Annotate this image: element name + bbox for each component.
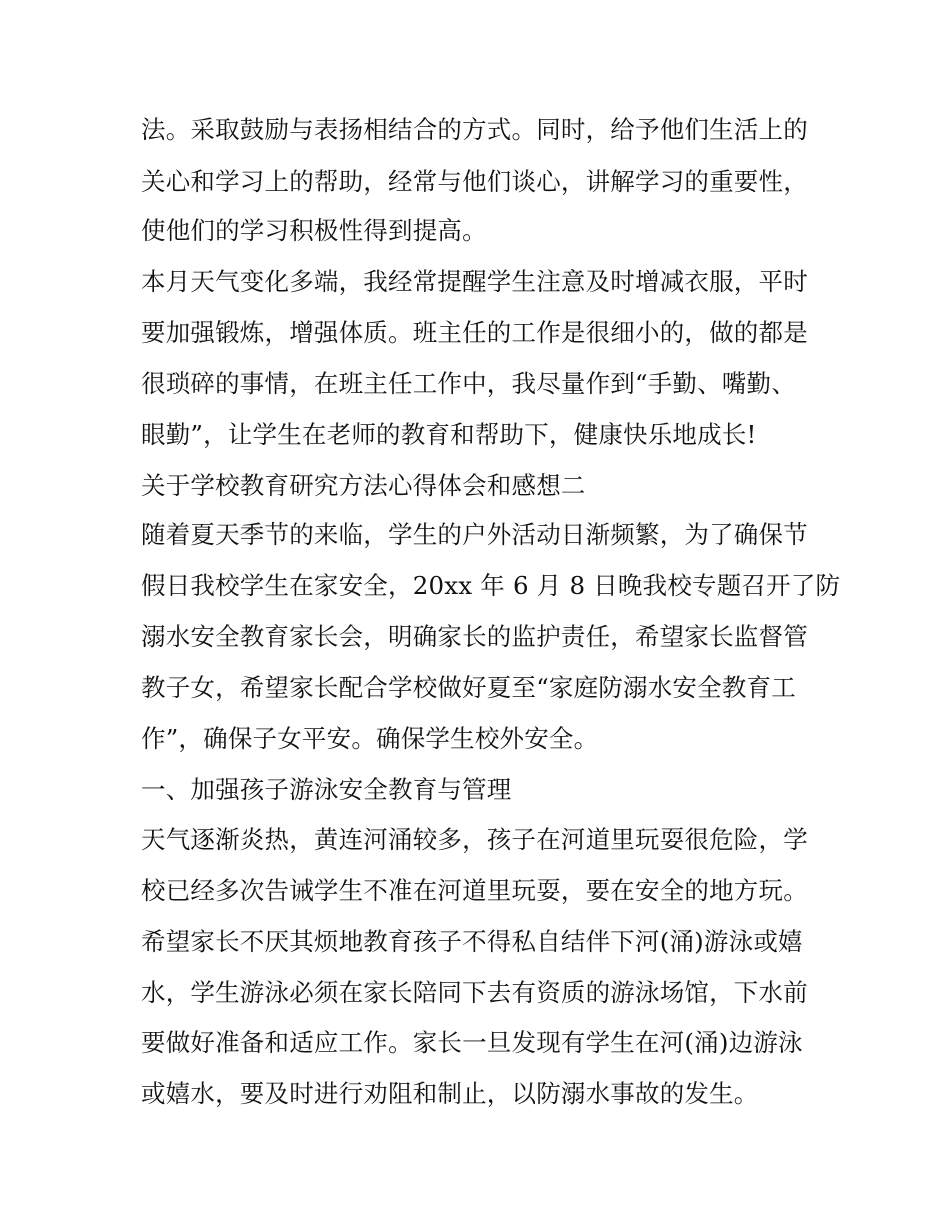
text-line: 法。采取鼓励与表扬相结合的方式。同时，给予他们生活上的 — [141, 115, 808, 144]
text-line: 作”，确保子女平安。确保学生校外安全。 — [141, 724, 599, 753]
text-line: 使他们的学习积极性得到提高。 — [141, 216, 487, 245]
text-line: 天气逐渐炎热，黄连河涌较多，孩子在河道里玩耍很危险，学 — [141, 825, 808, 854]
text-line: 或嬉水，要及时进行劝阻和制止，以防溺水事故的发生。 — [141, 1079, 759, 1108]
text-line: 眼勤”，让学生在老师的教育和帮助下，健康快乐地成长! — [141, 420, 757, 449]
text-line: 本月天气变化多端，我经常提醒学生注意及时增减衣服，平时 — [141, 267, 808, 296]
text-line: 要加强锻炼，增强体质。班主任的工作是很细小的，做的都是 — [141, 318, 808, 347]
text-line: 水，学生游泳必须在家长陪同下去有资质的游泳场馆，下水前 — [141, 978, 808, 1007]
text-line: 随着夏天季节的来临，学生的户外活动日渐频繁，为了确保节 — [141, 520, 808, 549]
text-line: 很琐碎的事情，在班主任工作中，我尽量作到“手勤、嘴勤、 — [141, 369, 796, 398]
text-line: 希望家长不厌其烦地教育孩子不得私自结伴下河(涌)游泳或嬉 — [141, 927, 803, 956]
section-heading: 关于学校教育研究方法心得体会和感想二 — [141, 471, 586, 500]
text-line: 教子女，希望家长配合学校做好夏至“家庭防溺水安全教育工 — [141, 673, 796, 702]
text-line: 关心和学习上的帮助，经常与他们谈心，讲解学习的重要性， — [141, 167, 808, 196]
section-heading: 一、加强孩子游泳安全教育与管理 — [141, 775, 512, 804]
text-line: 溺水安全教育家长会，明确家长的监护责任，希望家长监督管 — [141, 622, 808, 651]
text-line: 假日我校学生在家安全，20xx 年 6 月 8 日晚我校专题召开了防 — [141, 571, 841, 600]
text-line: 要做好准备和适应工作。家长一旦发现有学生在河(涌)边游泳 — [141, 1028, 803, 1057]
text-line: 校已经多次告诫学生不准在河道里玩耍，要在安全的地方玩。 — [141, 876, 808, 905]
